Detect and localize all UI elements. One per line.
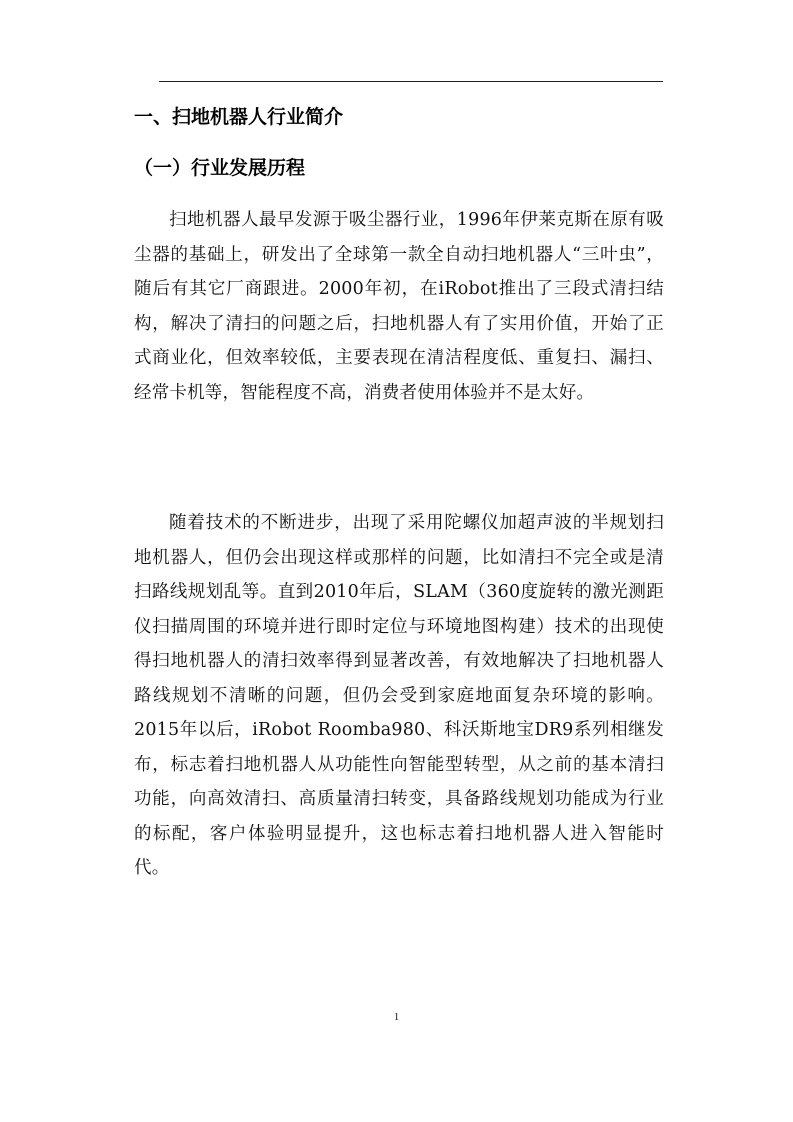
header-rule (159, 81, 663, 82)
page-number: 1 (393, 1011, 400, 1023)
body-paragraph-1: 扫地机器人最早发源于吸尘器行业，1996年伊莱克斯在原有吸尘器的基础上，研发出了全球第一款全自动扫地机器人“三叶虫”，随后有其它厂商跟进。2000年初，在iRobot推出了三段式清扫结构，解决了清扫的问题之后，扫地机器人有了实用价值，开始了正式商业化，但效率较低，主要表现在清洁程度低、重复扫、漏扫、经常卡机等，智能程度不高，消费者使用体验并不是太好。 (134, 210, 664, 403)
section-heading: 一、扫地机器人行业简介 (134, 106, 344, 128)
subsection-heading: （一）行业发展历程 (134, 157, 306, 179)
body-paragraph-2: 随着技术的不断进步，出现了采用陀螺仪加超声波的半规划扫地机器人，但仍会出现这样或那样的问题，比如清扫不完全或是清扫路线规划乱等。直到2010年后，SLAM（360度旋转的激光测距仪扫描周围的环境并进行即时定位与环境地图构建）技术的出现使得扫地机器人的清扫效率得到显著改善，有效地解决了扫地机器人路线规划不清晰的问题，但仍会受到家庭地面复杂环境的影响。 2015年以后，iRobot Roomba980、科沃斯地宝DR9系列相继发布，标志着扫地机器人从功能性向智能型转型，从之前的基本清扫功能，向高效清扫、高质量清扫转变，具备路线规划功能成为行业的标配，客户体验明显提升，这也标志着扫地机器人进入智能时代。 (134, 513, 664, 878)
